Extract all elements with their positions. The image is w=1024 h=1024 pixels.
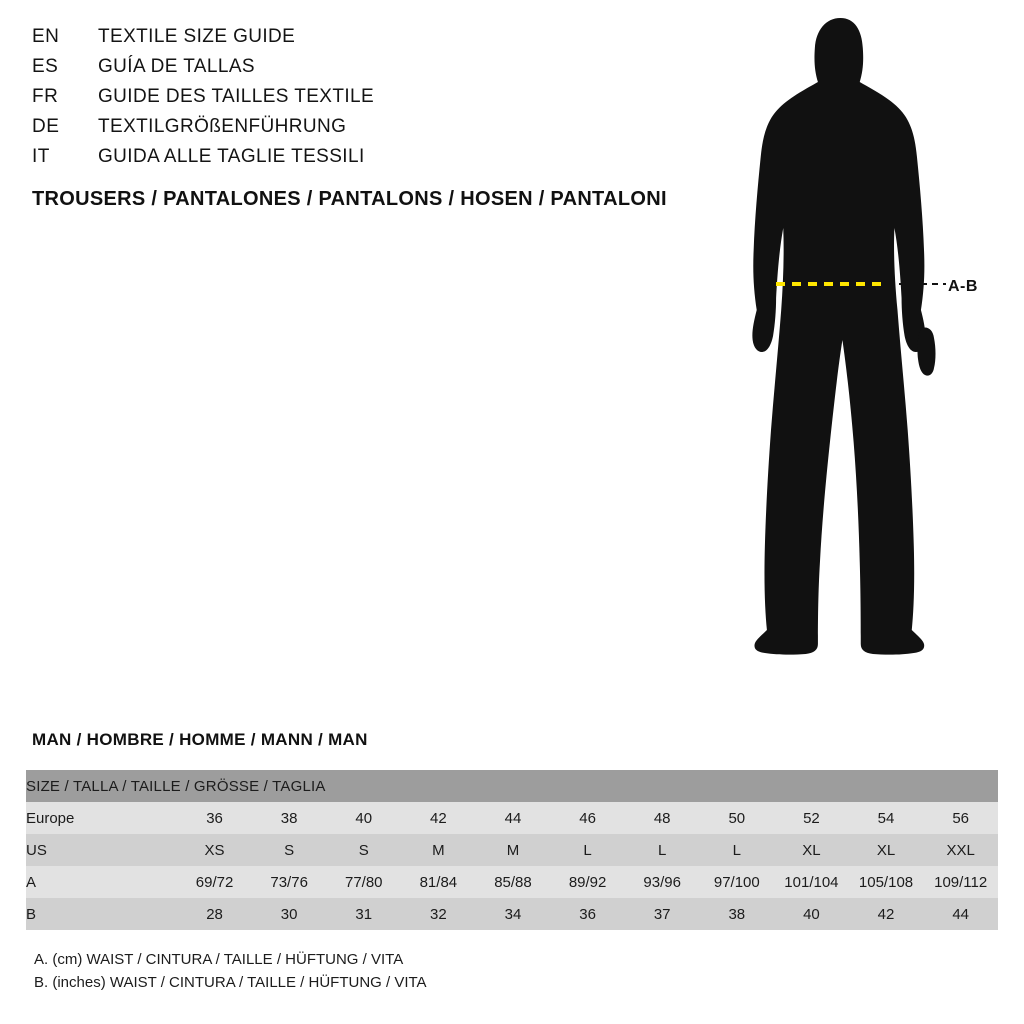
cell: XXL <box>923 834 998 866</box>
cell: 42 <box>849 898 924 930</box>
cell: 40 <box>774 898 849 930</box>
footnotes <box>34 948 427 994</box>
table-row <box>26 898 998 930</box>
language-text: GUIDA ALLE TAGLIE TESSILI <box>98 146 365 167</box>
cell: S <box>252 834 327 866</box>
cell: 101/104 <box>774 866 849 898</box>
row-label: US <box>26 834 177 866</box>
language-row <box>32 86 672 116</box>
language-text: GUIDE DES TAILLES TEXTILE <box>98 86 375 107</box>
row-label: A <box>26 866 177 898</box>
cell: 93/96 <box>625 866 700 898</box>
cell: L <box>625 834 700 866</box>
cell: 48 <box>625 802 700 834</box>
language-row <box>32 146 672 176</box>
cell: M <box>401 834 476 866</box>
cell: 34 <box>476 898 551 930</box>
cell: S <box>326 834 401 866</box>
cell: 89/92 <box>550 866 625 898</box>
section-title-man: MAN / HOMBRE / HOMME / MANN / MAN <box>32 730 368 749</box>
cell: L <box>700 834 775 866</box>
language-row <box>32 56 672 86</box>
footnote-b: B. (inches) WAIST / CINTURA / TAILLE / HÜFTUNG / VITA <box>34 974 427 991</box>
cell: 85/88 <box>476 866 551 898</box>
cell: 30 <box>252 898 327 930</box>
cell: 28 <box>177 898 252 930</box>
cell: 44 <box>476 802 551 834</box>
cell: 54 <box>849 802 924 834</box>
language-code: IT <box>32 146 50 167</box>
cell: XS <box>177 834 252 866</box>
cell: 50 <box>700 802 775 834</box>
cell: 40 <box>326 802 401 834</box>
cell: 52 <box>774 802 849 834</box>
cell: XL <box>849 834 924 866</box>
row-label: Europe <box>26 802 177 834</box>
cell: 31 <box>326 898 401 930</box>
cell: M <box>476 834 551 866</box>
table-header-label: SIZE / TALLA / TAILLE / GRÖSSE / TAGLIA <box>26 770 998 802</box>
cell: 38 <box>252 802 327 834</box>
language-code: DE <box>32 116 60 137</box>
language-text: GUÍA DE TALLAS <box>98 56 255 77</box>
table-row <box>26 866 998 898</box>
table-header-row <box>26 770 998 802</box>
language-text: TEXTILE SIZE GUIDE <box>98 26 296 47</box>
footnote-a: A. (cm) WAIST / CINTURA / TAILLE / HÜFTUNG / VITA <box>34 951 404 968</box>
table-row <box>26 834 998 866</box>
language-code: FR <box>32 86 59 107</box>
cell: 42 <box>401 802 476 834</box>
cell: 97/100 <box>700 866 775 898</box>
table-row <box>26 802 998 834</box>
language-text: TEXTILGRÖßENFÜHRUNG <box>98 116 347 137</box>
cell: 73/76 <box>252 866 327 898</box>
cell: 109/112 <box>923 866 998 898</box>
cell: 36 <box>177 802 252 834</box>
cell: 77/80 <box>326 866 401 898</box>
cell: 46 <box>550 802 625 834</box>
cell: 44 <box>923 898 998 930</box>
garment-title: TROUSERS / PANTALONES / PANTALONS / HOSEN / PANTALONI <box>32 188 667 210</box>
cell: 38 <box>700 898 775 930</box>
male-silhouette-icon <box>690 10 1010 670</box>
cell: 56 <box>923 802 998 834</box>
cell: 81/84 <box>401 866 476 898</box>
cell: XL <box>774 834 849 866</box>
cell: 32 <box>401 898 476 930</box>
row-label: B <box>26 898 177 930</box>
language-list <box>32 26 672 176</box>
measure-label: A-B <box>948 278 978 295</box>
cell: 105/108 <box>849 866 924 898</box>
cell: 69/72 <box>177 866 252 898</box>
language-row <box>32 116 672 146</box>
language-row <box>32 26 672 56</box>
size-table <box>26 770 998 930</box>
language-code: ES <box>32 56 59 77</box>
cell: 37 <box>625 898 700 930</box>
cell: 36 <box>550 898 625 930</box>
body-figure <box>690 10 1010 670</box>
cell: L <box>550 834 625 866</box>
language-code: EN <box>32 26 60 47</box>
